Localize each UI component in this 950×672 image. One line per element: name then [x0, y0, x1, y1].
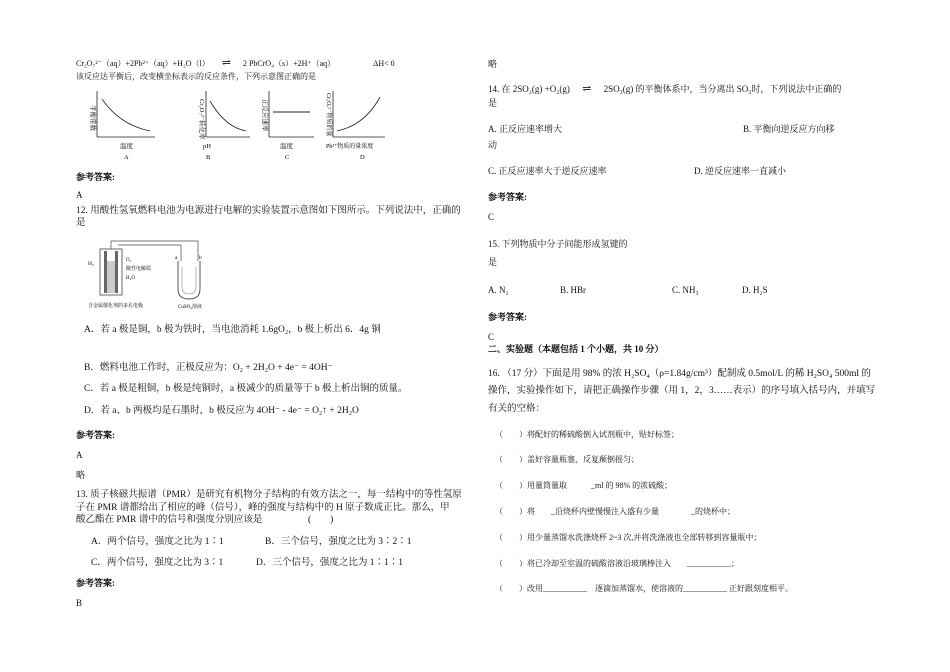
label-electrolyte: 酸性电解质	[126, 267, 152, 272]
q15-answer-label: 参考答案:	[488, 312, 527, 322]
q15-option-d: D. H₂S	[742, 285, 768, 295]
q13-option-d: D．三个信号，强度之比为 1∶1∶1	[256, 558, 403, 568]
label-b: b	[199, 255, 202, 261]
q13-note-top: 略	[488, 59, 498, 69]
q16-step-2: （ ）盖好容量瓶塞，反复颠倒摇匀；	[495, 455, 639, 464]
q15-answer: C	[488, 332, 495, 342]
q13-stem-line1: 13. 质子核磁共振谱（PMR）是研究有机物分子结构的有效方法之一，每一结构中的等性氢原	[76, 490, 462, 500]
q13-option-c: C．两个信号，强度之比为 3∶1	[91, 558, 224, 568]
graph-d-ylabel: Cr₂O₇²⁻物质的量	[325, 93, 331, 137]
graph-b	[198, 91, 250, 161]
q12-option-c: C．若 a 极是粗铜，b 极是纯铜时，a 极减少的质量等于 b 极上析出铜的质量。	[84, 384, 408, 394]
graph-d-xlabel: Pb²⁺物质的量浓度	[326, 144, 374, 150]
graph-b-ylabel: Cr₂O₇²⁻转化率	[198, 99, 205, 140]
equation-header	[76, 58, 395, 69]
q14-stem-a: 14. 在 2SO₂(g) +O₂(g)	[488, 84, 570, 94]
graph-a	[89, 91, 155, 161]
q15-stem-line2: 是	[488, 257, 498, 267]
q14-stem-line2: 是	[488, 98, 498, 108]
q12-stem-line2: 是	[76, 218, 86, 228]
graph-b-letter: B	[206, 154, 211, 161]
q15-option-c: C. NH₃	[672, 285, 699, 295]
q13-answer-paren: ( )	[308, 515, 334, 525]
q16-stem-line2: 操作，实验操作如下，请把正确操作步骤（用 1，2，3……表示）的序号填入括号内，并填写	[488, 386, 876, 396]
graph-d-curve	[337, 97, 380, 131]
q12-note: 略	[76, 470, 86, 480]
q12-option-b: B．燃料电池工作时，正极反应为：O₂ + 2H₂O + 4e⁻ = 4OH⁻	[84, 363, 333, 373]
graph-c-ylabel: 正反应速率	[261, 99, 268, 132]
q12-answer-label: 参考答案:	[76, 430, 115, 440]
graph-c	[261, 91, 314, 161]
q13-option-b: B．三个信号，强度之比为 3∶2∶1	[265, 537, 412, 547]
q14-option-c: C. 正反应速率大于逆反应速率	[488, 166, 607, 176]
q12-apparatus-figure	[86, 237, 226, 311]
q14-answer: C	[488, 212, 495, 222]
q14-option-a: A. 正反应速率增大	[488, 124, 562, 134]
label-h2o: H₂O	[126, 276, 135, 281]
equation-left: Cr₂O₇²⁻（aq）+2Pb²⁺（aq）+H₂O（l）	[76, 59, 210, 68]
q16-step-4: （ ）将 _沿烧杯内壁慢慢注入盛有少量 _的烧杯中；	[495, 507, 735, 516]
q13-answer-label: 参考答案:	[76, 578, 115, 588]
equation-right: 2 PbCrO₄（s）+2H⁺（aq）	[242, 59, 336, 68]
q12-option-a: A．若 a 极是铜，b 极为铁时，当电池消耗 1.6gO₂，b 极上析出 6．4g 铜	[84, 325, 381, 335]
label-o2: O₂	[126, 258, 132, 263]
label-cuso4: CuSO₄溶液	[178, 305, 202, 310]
graph-c-xlabel: 温度	[280, 143, 293, 150]
q13-stem-line2: 子在 PMR 谱都给出了相应的峰（信号），峰的强度与结构中的 H 原子数成正比。那么，甲	[76, 503, 450, 513]
q16-step-3: （ ）用量筒量取 _ml 的 98% 的浓硫酸；	[495, 481, 673, 490]
equilibrium-arrow: ⇌	[221, 57, 231, 69]
q13-answer: B	[76, 598, 83, 608]
q12-stem-line1: 12. 用酸性氢氧燃料电池为电源进行电解的实验装置示意图如下图所示。下列说法中，正确的	[76, 206, 461, 216]
graph-a-curve	[102, 99, 150, 131]
q14-option-b: B. 平衡向逆反应方向移	[743, 124, 835, 134]
q14-stem-b: 2SO₃(g) 的平衡体系中，当分离出 SO₃时，下列说法中正确的	[603, 84, 842, 94]
label-h2: H₂	[88, 261, 94, 267]
q14-stem-line1	[488, 84, 841, 95]
q16-stem-line3: 有关的空格：	[488, 404, 546, 414]
q11-answer: A	[76, 190, 83, 200]
delta-h: ΔH< 0	[373, 59, 395, 68]
q16-step-6: （ ）将已冷却至室温的硫酸溶液沿玻璃棒注入 ___________；	[495, 559, 739, 568]
q12-answer: A	[76, 450, 83, 460]
q16-step-1: （ ）将配好的稀硫酸倒入试剂瓶中，贴好标签；	[495, 430, 679, 439]
graph-a-xlabel: 温度	[120, 143, 133, 150]
q16-step-5: （ ）用少量蒸馏水洗涤烧杯 2~3 次,并将洗涤液也全部转移到容量瓶中；	[495, 533, 762, 542]
q13-stem-line3: 酸乙酯在 PMR 谱中的信号和强度分别应该是	[76, 515, 263, 525]
q15-option-b: B. HBr	[560, 285, 587, 295]
label-electrode-caption: 含金属催化剂的多孔电极	[88, 304, 144, 309]
graph-a-letter: A	[124, 154, 129, 161]
q14-option-b-cont: 动	[488, 140, 498, 150]
q12-option-d: D．若 a、b 两极均是石墨时，b 极反应为 4OH⁻ - 4e⁻ = O₂↑ + 2H₂O	[84, 406, 359, 416]
q14-answer-label: 参考答案:	[488, 192, 527, 202]
q11-prompt: 该反应达平衡后，改变横坐标表示的反应条件，下列示意图正确的是	[76, 72, 316, 81]
label-a: a	[175, 255, 178, 261]
section-2-heading: 二、实验题（本题包括 1 个小题，共 10 分）	[488, 344, 664, 354]
q14-option-d: D. 逆反应速率一直减小	[694, 166, 787, 176]
graph-b-curve	[210, 101, 246, 131]
graph-d	[325, 91, 385, 161]
q11-graphs-figure	[80, 85, 400, 165]
q16-stem-line1: 16. （17 分）下面是用 98% 的浓 H₂SO₄（ρ=1.84g/cm³）配制成 0.5mol/L 的稀 H₂SO₄ 500ml 的	[488, 369, 871, 379]
q14-arrow: ⇌	[582, 83, 592, 95]
graph-d-letter: D	[360, 154, 365, 161]
graph-a-ylabel: 平衡常数	[89, 105, 96, 131]
q16-step-7: （ ）改用___________ 逐滴加蒸馏水，使溶液的___________ 正好跟刻度相平。	[495, 584, 793, 593]
q15-option-a: A. N₂	[488, 285, 509, 295]
q15-stem-line1: 15. 下列物质中分子间能形成氢键的	[488, 239, 628, 249]
q11-answer-label: 参考答案:	[76, 172, 115, 182]
graph-b-xlabel: pH	[203, 143, 211, 150]
u-tube	[178, 261, 200, 299]
q13-option-a: A．两个信号，强度之比为 1∶1	[91, 537, 224, 547]
graph-c-letter: C	[285, 154, 290, 161]
